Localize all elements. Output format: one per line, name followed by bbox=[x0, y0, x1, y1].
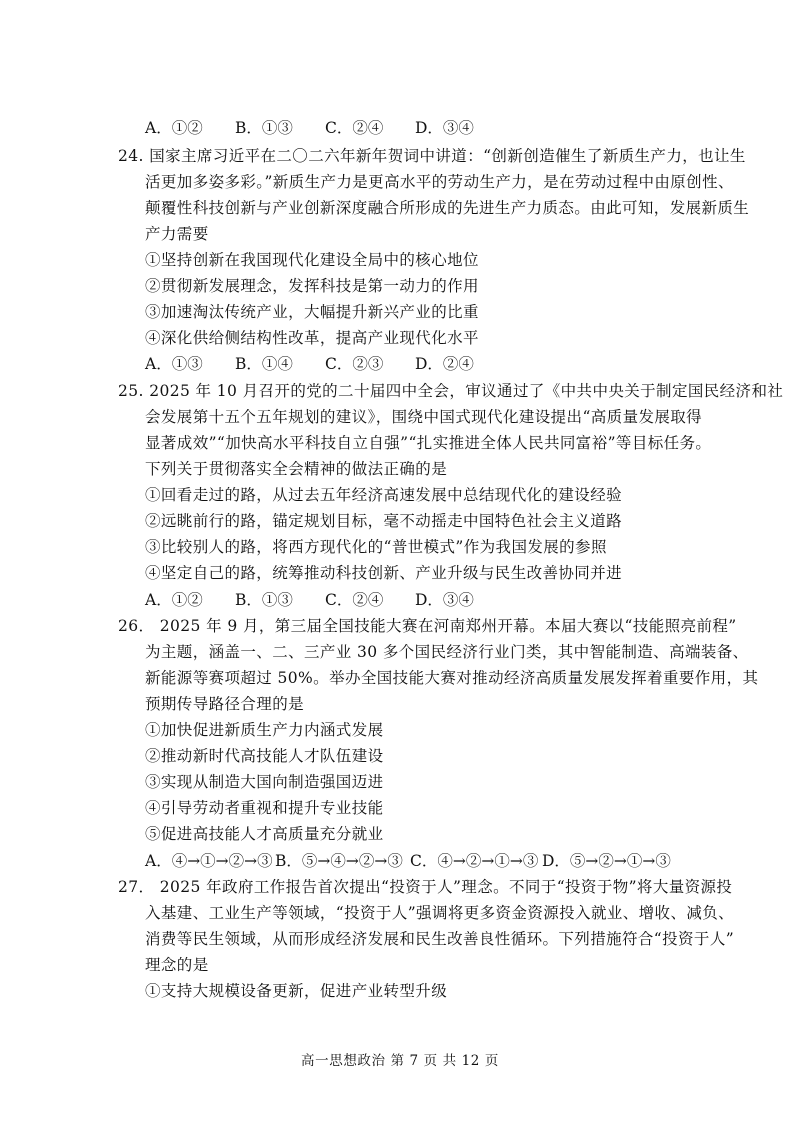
q26-option-b: B．⑤→④→②→③ bbox=[275, 852, 403, 870]
q25-stem-line-4: 下列关于贯彻落实全会精神的做法正确的是 bbox=[145, 460, 448, 478]
q25-stem-line-3: 显著成效”“加快高水平科技自立自强”“扎实推进全体人民共同富裕”等目标任务。 bbox=[145, 434, 712, 452]
q25-item-2: ②远眺前行的路，锚定规划目标，毫不动摇走中国特色社会主义道路 bbox=[145, 512, 623, 530]
q25-question bbox=[118, 381, 783, 401]
q26-item-4: ④引导劳动者重视和提升专业技能 bbox=[145, 799, 384, 817]
q24-item-1: ①坚持创新在我国现代化建设全局中的核心地位 bbox=[145, 251, 479, 269]
q24-number: 24. bbox=[118, 147, 144, 165]
q23-option-c: C．②④ bbox=[325, 119, 384, 137]
q27-stem-line-2: 入基建、工业生产等领域，“投资于人”强调将更多资金资源投入就业、增收、减负、 bbox=[145, 904, 735, 922]
q24-item-4: ④深化供给侧结构性改革，提高产业现代化水平 bbox=[145, 329, 479, 347]
q24-stem-line-3: 颠覆性科技创新与产业创新深度融合所形成的先进生产力质态。由此可知，发展新质生 bbox=[145, 199, 750, 217]
q23-option-b: B．①③ bbox=[235, 119, 293, 137]
q26-option-c: C．④→②→①→③ bbox=[410, 852, 539, 870]
q25-option-b: B．①③ bbox=[235, 591, 293, 609]
q27-stem-line-4: 理念的是 bbox=[145, 956, 209, 974]
q25-stem-line-1: 2025 年 10 月召开的党的二十届四中全会，审议通过了《中共中央关于制定国民经济和社 bbox=[149, 382, 784, 400]
q24-item-3: ③加速淘汰传统产业，大幅提升新兴产业的比重 bbox=[145, 303, 479, 321]
q25-option-a: A．①② bbox=[145, 591, 203, 609]
q26-stem-line-3: 新能源等赛项超过 50%。举办全国技能大赛对推动经济高质量发展发挥着重要作用，其 bbox=[145, 669, 759, 687]
q25-item-3: ③比较别人的路，将西方现代化的“普世模式”作为我国发展的参照 bbox=[145, 538, 607, 556]
q27-item-1: ①支持大规模设备更新，促进产业转型升级 bbox=[145, 982, 448, 1000]
q26-stem-line-1: 2025 年 9 月，第三届全国技能大赛在河南郑州开幕。本届大赛以“技能照亮前程” bbox=[159, 617, 737, 635]
q25-stem-line-2: 会发展第十五个五年规划的建议》，围绕中国式现代化建设提出“高质量发展取得 bbox=[145, 408, 703, 426]
q24-option-c: C．②③ bbox=[325, 355, 384, 373]
q23-option-a: A．①② bbox=[145, 119, 203, 137]
q24-option-d: D．②④ bbox=[415, 355, 474, 373]
q26-item-3: ③实现从制造大国向制造强国迈进 bbox=[145, 773, 384, 791]
q26-option-d: D．⑤→②→①→③ bbox=[542, 852, 671, 870]
q24-option-a: A．①③ bbox=[145, 355, 203, 373]
q24-stem-line-1: 国家主席习近平在二〇二六年新年贺词中讲道：“创新创造催生了新质生产力，也让生 bbox=[149, 147, 746, 165]
q25-option-d: D．③④ bbox=[415, 591, 474, 609]
q26-question bbox=[118, 616, 737, 636]
q26-stem-line-2: 为主题，涵盖一、二、三产业 30 多个国民经济行业门类，其中智能制造、高端装备、 bbox=[145, 643, 749, 661]
q24-item-2: ②贯彻新发展理念，发挥科技是第一动力的作用 bbox=[145, 277, 479, 295]
q27-number: 27． bbox=[118, 878, 155, 896]
q27-question bbox=[118, 877, 732, 897]
q26-option-a: A．④→①→②→③ bbox=[145, 852, 273, 870]
q25-item-1: ①回看走过的路，从过去五年经济高速发展中总结现代化的建设经验 bbox=[145, 486, 623, 504]
page-footer: 高一思想政治 第 7 页 共 12 页 bbox=[301, 1053, 499, 1069]
q26-item-5: ⑤促进高技能人才高质量充分就业 bbox=[145, 825, 384, 843]
q27-stem-line-3: 消费等民生领域，从而形成经济发展和民生改善良性循环。下列措施符合“投资于人” bbox=[145, 930, 735, 948]
q23-option-d: D．③④ bbox=[415, 119, 474, 137]
q24-stem-line-2: 活更加多姿多彩。”新质生产力是更高水平的劳动生产力，是在劳动过程中由原创性、 bbox=[145, 173, 734, 191]
q27-stem-line-1: 2025 年政府工作报告首次提出“投资于人”理念。不同于“投资于物”将大量资源投 bbox=[159, 878, 733, 896]
q25-number: 25. bbox=[118, 382, 144, 400]
q24-stem-line-4: 产力需要 bbox=[145, 225, 209, 243]
q25-option-c: C．②④ bbox=[325, 591, 384, 609]
q24-option-b: B．①④ bbox=[235, 355, 293, 373]
q26-item-2: ②推动新时代高技能人才队伍建设 bbox=[145, 747, 384, 765]
q26-stem-line-4: 预期传导路径合理的是 bbox=[145, 695, 305, 713]
q25-item-4: ④坚定自己的路，统筹推动科技创新、产业升级与民生改善协同并进 bbox=[145, 564, 623, 582]
q26-item-1: ①加快促进新质生产力内涵式发展 bbox=[145, 721, 384, 739]
q24-question bbox=[118, 146, 746, 166]
q26-number: 26． bbox=[118, 617, 155, 635]
